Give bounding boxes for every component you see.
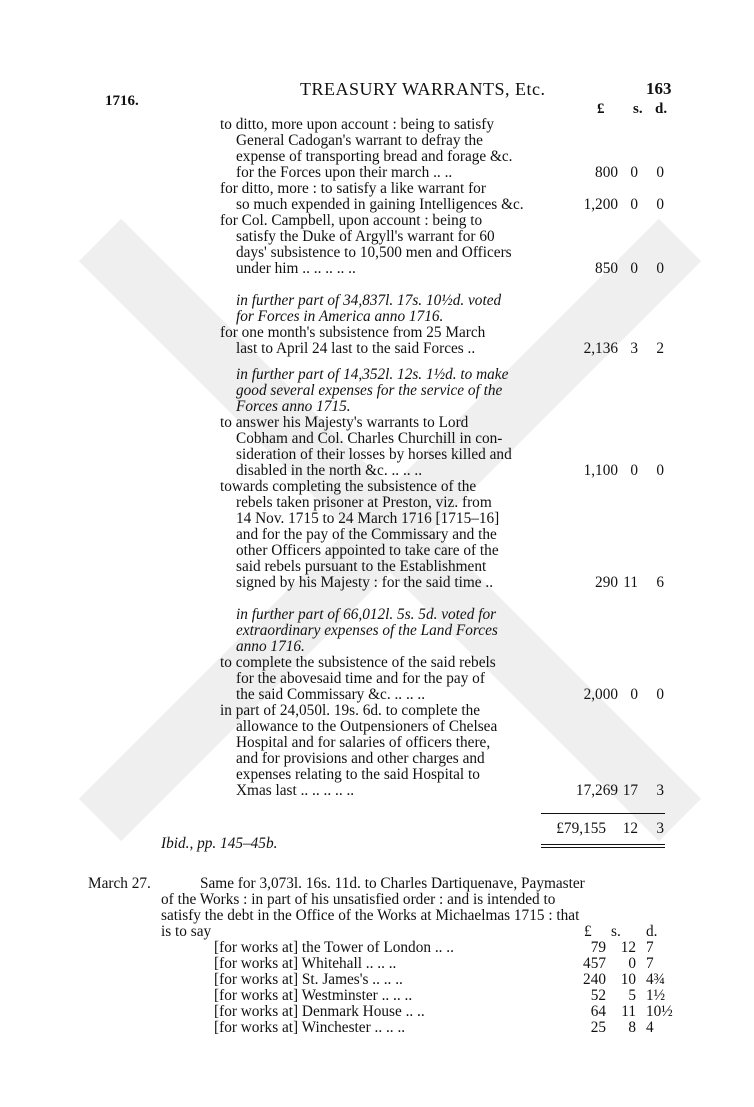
amount-shillings: 11 xyxy=(623,574,638,591)
entry-line: and for the pay of the Commissary and the xyxy=(236,526,497,543)
amount-pence: 0 xyxy=(656,196,664,213)
col-pence: d. xyxy=(655,101,668,117)
total-rule-bottom-1 xyxy=(541,844,665,845)
entry-line: sideration of their losses by horses killed and xyxy=(236,446,512,463)
amount-shillings: 0 xyxy=(630,260,638,277)
march-line: is to say xyxy=(161,923,212,940)
amount-pence: 2 xyxy=(656,340,664,357)
works-item: [for works at] St. James's .. .. .. xyxy=(214,971,403,988)
march-line: of the Works : in part of his unsatisfied order : and is intended to xyxy=(161,891,556,908)
entry-line: days' subsistence to 10,500 men and Officers xyxy=(236,244,512,261)
entry-line: in part of 24,050l. 19s. 6d. to complete the xyxy=(220,702,481,719)
entry-line: Xmas last .. .. .. .. .. xyxy=(236,782,355,799)
entry-line: rebels taken prisoner at Preston, viz. from xyxy=(236,494,492,511)
works-amount-shillings: 11 xyxy=(621,1003,636,1020)
amount-pounds: 800 xyxy=(595,164,618,181)
total-rule-bottom-2 xyxy=(541,847,665,848)
march-line: Same for 3,073l. 16s. 11d. to Charles Dartiquenave, Paymaster xyxy=(200,875,585,892)
entry-line: to ditto, more upon account : being to satisfy xyxy=(220,116,495,133)
amount-pence: 0 xyxy=(656,462,664,479)
ibid-reference: Ibid., pp. 145–45b. xyxy=(161,835,278,852)
march-date: March 27. xyxy=(88,875,151,892)
works-amount-pounds: 52 xyxy=(590,987,606,1004)
section-heading-line: in further part of 34,837l. 17s. 10½d. voted xyxy=(236,292,502,309)
works-amount-pence: 7 xyxy=(646,955,654,972)
works-amount-shillings: 8 xyxy=(628,1019,636,1036)
march-col-pence: d. xyxy=(646,923,658,940)
entry-line: for the abovesaid time and for the pay of xyxy=(236,670,485,687)
works-item: [for works at] Denmark House .. .. xyxy=(214,1003,425,1020)
march-col-pounds: £ xyxy=(584,923,592,940)
amount-pounds: 17,269 xyxy=(575,782,618,799)
entry-line: for ditto, more : to satisfy a like warrant for xyxy=(220,180,486,197)
entry-line: the said Commissary &c. .. .. .. xyxy=(236,686,426,703)
amount-shillings: 0 xyxy=(630,164,638,181)
entry-line: last to April 24 last to the said Forces .. xyxy=(236,340,476,357)
entry-line: for the Forces upon their march .. .. xyxy=(236,164,453,181)
entry-line: to answer his Majesty's warrants to Lord xyxy=(220,414,469,431)
entry-line: disabled in the north &c. .. .. .. xyxy=(236,462,423,479)
entry-line: for one month's subsistence from 25 March xyxy=(220,324,486,341)
entry-line: General Cadogan's warrant to defray the xyxy=(236,132,483,149)
entry-line: other Officers appointed to take care of the xyxy=(236,542,499,559)
entry-line: and for provisions and other charges and xyxy=(236,750,485,767)
entry-line: said rebels pursuant to the Establishment xyxy=(236,558,487,575)
total-pounds: £79,155 xyxy=(556,820,606,837)
amount-pence: 3 xyxy=(656,782,664,799)
works-amount-pence: 10½ xyxy=(646,1003,673,1020)
amount-pounds: 2,136 xyxy=(583,340,618,357)
works-amount-pounds: 240 xyxy=(583,971,606,988)
entry-line: Cobham and Col. Charles Churchill in con- xyxy=(236,430,503,447)
works-item: [for works at] Westminster .. .. .. xyxy=(214,987,413,1004)
march-col-shillings: s. xyxy=(611,923,621,940)
total-rule-top xyxy=(541,813,665,814)
entry-line: for Col. Campbell, upon account : being to xyxy=(220,212,483,229)
amount-shillings: 0 xyxy=(630,196,638,213)
works-amount-pounds: 79 xyxy=(590,939,606,956)
works-amount-pence: 4 xyxy=(646,1019,654,1036)
amount-pence: 6 xyxy=(656,574,664,591)
total-shillings: 12 xyxy=(622,820,638,837)
total-pence: 3 xyxy=(656,820,664,837)
section-heading-line: extraordinary expenses of the Land Forces xyxy=(236,622,498,639)
section-heading-line: for Forces in America anno 1716. xyxy=(236,308,444,325)
col-pounds: £ xyxy=(597,101,605,117)
entry-line: towards completing the subsistence of the xyxy=(220,478,477,495)
works-amount-pounds: 457 xyxy=(583,955,606,972)
amount-pounds: 1,100 xyxy=(583,462,618,479)
works-amount-shillings: 10 xyxy=(620,971,636,988)
amount-pounds: 1,200 xyxy=(583,196,618,213)
amount-shillings: 0 xyxy=(630,462,638,479)
works-amount-pounds: 25 xyxy=(590,1019,606,1036)
amount-pence: 0 xyxy=(656,260,664,277)
works-amount-shillings: 5 xyxy=(628,987,636,1004)
entry-line: so much expended in gaining Intelligences &c. xyxy=(236,196,524,213)
entry-line: satisfy the Duke of Argyll's warrant for 60 xyxy=(236,228,495,245)
amount-pounds: 850 xyxy=(595,260,618,277)
works-item: [for works at] Winchester .. .. .. xyxy=(214,1019,406,1036)
amount-pounds: 290 xyxy=(595,574,618,591)
section-heading-line: in further part of 14,352l. 12s. 1½d. to make xyxy=(236,366,509,383)
works-item: [for works at] Whitehall .. .. .. xyxy=(214,955,397,972)
amount-shillings: 3 xyxy=(630,340,638,357)
col-shillings: s. xyxy=(633,101,643,117)
entry-line: under him .. .. .. .. .. xyxy=(236,260,356,277)
march-line: satisfy the debt in the Office of the Works at Michaelmas 1715 : that xyxy=(161,907,580,924)
page-number: 163 xyxy=(646,79,672,98)
works-amount-pence: 7 xyxy=(646,939,654,956)
works-item: [for works at] the Tower of London .. .. xyxy=(214,939,454,956)
works-amount-shillings: 12 xyxy=(620,939,636,956)
entry-line: 14 Nov. 1715 to 24 March 1716 [1715–16] xyxy=(236,510,500,527)
entry-line: to complete the subsistence of the said rebels xyxy=(220,654,496,671)
amount-shillings: 17 xyxy=(622,782,638,799)
works-amount-pounds: 64 xyxy=(590,1003,606,1020)
works-amount-shillings: 0 xyxy=(628,955,636,972)
works-amount-pence: 1½ xyxy=(646,987,666,1004)
section-heading-line: good several expenses for the service of the xyxy=(236,382,503,399)
amount-pence: 0 xyxy=(656,164,664,181)
entry-line: expenses relating to the said Hospital to xyxy=(236,766,480,783)
amount-pence: 0 xyxy=(656,686,664,703)
entry-line: allowance to the Outpensioners of Chelsea xyxy=(236,718,498,735)
amount-shillings: 0 xyxy=(630,686,638,703)
amount-pounds: 2,000 xyxy=(583,686,618,703)
section-heading-line: in further part of 66,012l. 5s. 5d. voted for xyxy=(236,606,497,623)
section-heading-line: anno 1716. xyxy=(236,638,305,655)
running-title: TREASURY WARRANTS, Etc. xyxy=(300,79,546,99)
works-amount-pence: 4¾ xyxy=(646,971,666,988)
entry-line: signed by his Majesty : for the said time .. xyxy=(236,574,494,591)
year-marker: 1716. xyxy=(105,93,139,109)
section-heading-line: Forces anno 1715. xyxy=(236,398,351,415)
entry-line: Hospital and for salaries of officers there, xyxy=(236,734,491,751)
entry-line: expense of transporting bread and forage &c. xyxy=(236,148,513,165)
